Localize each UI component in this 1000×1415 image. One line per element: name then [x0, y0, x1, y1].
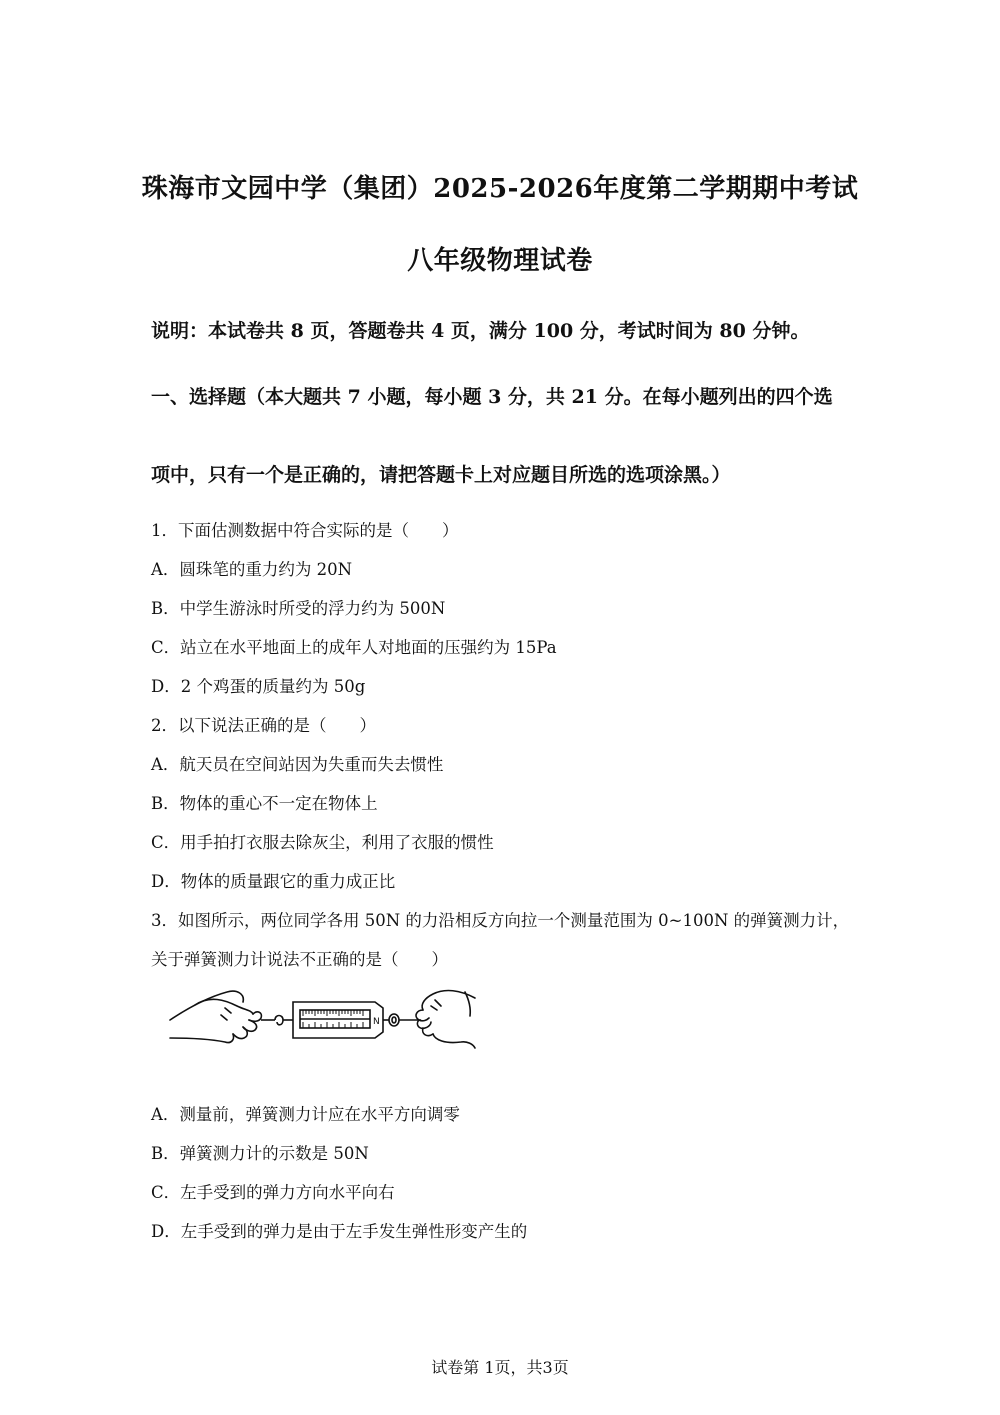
section-heading-line2: 项中，只有一个是正确的，请把答题卡上对应题目所选的选项涂黑。） — [151, 464, 731, 486]
question-1-option-c: C．站立在水平地面上的成年人对地面的压强约为 15Pa — [151, 638, 557, 657]
page-footer: 试卷第 1页，共3页 — [431, 1358, 569, 1377]
spring-scale-body — [293, 1002, 383, 1038]
exam-subtitle: 八年级物理试卷 — [407, 246, 593, 276]
question-3-option-d: D．左手受到的弹力是由于左手发生弹性形变产生的 — [151, 1222, 528, 1241]
section-heading-line1: 一、选择题（本大题共 7 小题，每小题 3 分，共 21 分。在每小题列出的四个选 — [151, 386, 833, 408]
scale-unit-label: N — [373, 1017, 380, 1027]
question-3-option-a: A．测量前，弹簧测力计应在水平方向调零 — [151, 1105, 460, 1124]
question-3-stem-line1: 3．如图所示，两位同学各用 50N 的力沿相反方向拉一个测量范围为 0~100N 的弹簧测力计， — [151, 911, 850, 930]
question-3-option-c: C．左手受到的弹力方向水平向右 — [151, 1183, 395, 1202]
question-3-option-b: B．弹簧测力计的示数是 50N — [151, 1144, 369, 1163]
question-1-option-d: D．2 个鸡蛋的质量约为 50g — [151, 677, 366, 696]
exam-title: 珠海市文园中学（集团）2025-2026年度第二学期期中考试 — [141, 174, 859, 204]
question-2-option-d: D．物体的质量跟它的重力成正比 — [151, 872, 396, 891]
question-2-stem: 2．以下说法正确的是（ ） — [151, 716, 376, 735]
question-1-option-b: B．中学生游泳时所受的浮力约为 500N — [151, 599, 446, 618]
question-2-option-a: A．航天员在空间站因为失重而失去惯性 — [151, 755, 444, 774]
question-1-stem: 1．下面估测数据中符合实际的是（ ） — [151, 521, 459, 540]
left-hand-icon — [170, 991, 261, 1042]
spring-scale-figure — [165, 980, 480, 1055]
question-3-stem-line2: 关于弹簧测力计说法不正确的是（ ） — [151, 950, 448, 969]
question-2-option-c: C．用手拍打衣服去除灰尘，利用了衣服的惯性 — [151, 833, 494, 852]
question-1-option-a: A．圆珠笔的重力约为 20N — [151, 560, 353, 579]
right-hand-icon — [416, 991, 475, 1048]
question-2-option-b: B．物体的重心不一定在物体上 — [151, 794, 378, 813]
instructions: 说明：本试卷共 8 页，答题卷共 4 页，满分 100 分，考试时间为 80 分钟。 — [151, 320, 810, 342]
